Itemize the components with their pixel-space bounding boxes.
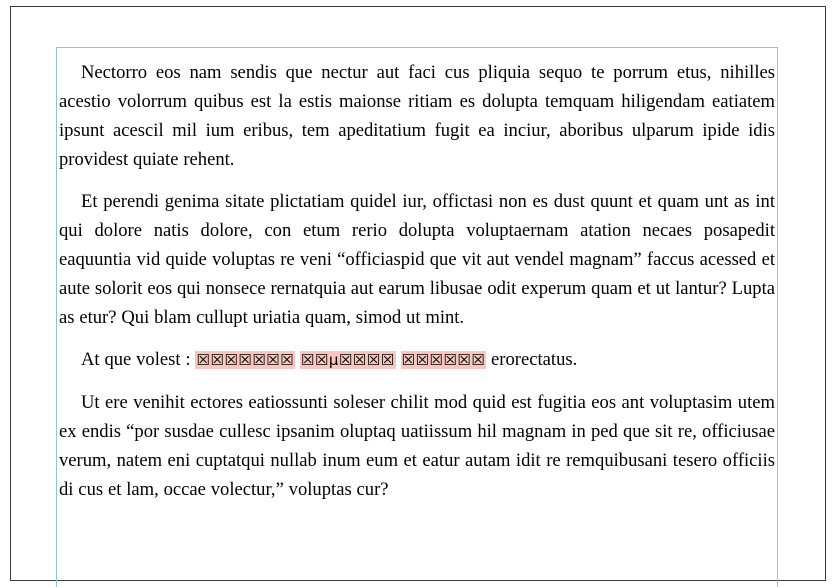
highlight-space-2 — [396, 349, 401, 370]
highlight-segment-2: ☒☒μ☒☒☒☒ — [300, 351, 395, 369]
highlight-segment-3: ☒☒☒☒☒☒ — [401, 351, 486, 369]
paragraph-highlighted — [59, 345, 775, 375]
highlight-segment-1: ☒☒☒☒☒☒☒ — [196, 351, 295, 369]
paragraph-1: Nectorro eos nam sendis que nectur aut faci cus pliquia sequo te porrum etus, nihilles acestio volorrum quibus est la estis maionse ritiam es dolupta temquam hiligendam eatiatem ipsunt acescil mil ium eribus, tem apeditatium fugit ea inciur, aboribus ulparum ipide idis providest quiate rehent. — [59, 62, 775, 170]
document-content — [57, 48, 777, 504]
paragraph-4: Ut ere venihit ectores eatiossunti soleser chilit mod quid est fugitia eos ant voluptasim utem ex endis “por susdae cullesc ipsanim oluptaq uatiissum hil magnam in ped que sit re, officiusae verum, natem eni cuptatqui nullab inum eum et eatur autam idit re remquibusani tesero officiis di cus et lam, occae volectur,” voluptas cur? — [59, 392, 775, 500]
highlight-suffix: erorectatus. — [486, 349, 578, 370]
highlight-prefix: At que volest : — [81, 349, 196, 370]
paragraph-2: Et perendi genima sitate plictatiam quidel iur, offictasi non es dust quunt et quam unt as int qui dolore natis dolore, con etum rerio dolupta voluptaernam atation necaes posapedit eaquuntia vid quide voluptas re veni “officiaspid que vit aut vendel magnam” faccus acessed et aute solorit eos qui nonsece rernatquia aut earum libusae odit experum quam et ut lantur? Lupta as etur? Qui blam cullupt uriatia quam, simod ut mint. — [59, 191, 775, 328]
